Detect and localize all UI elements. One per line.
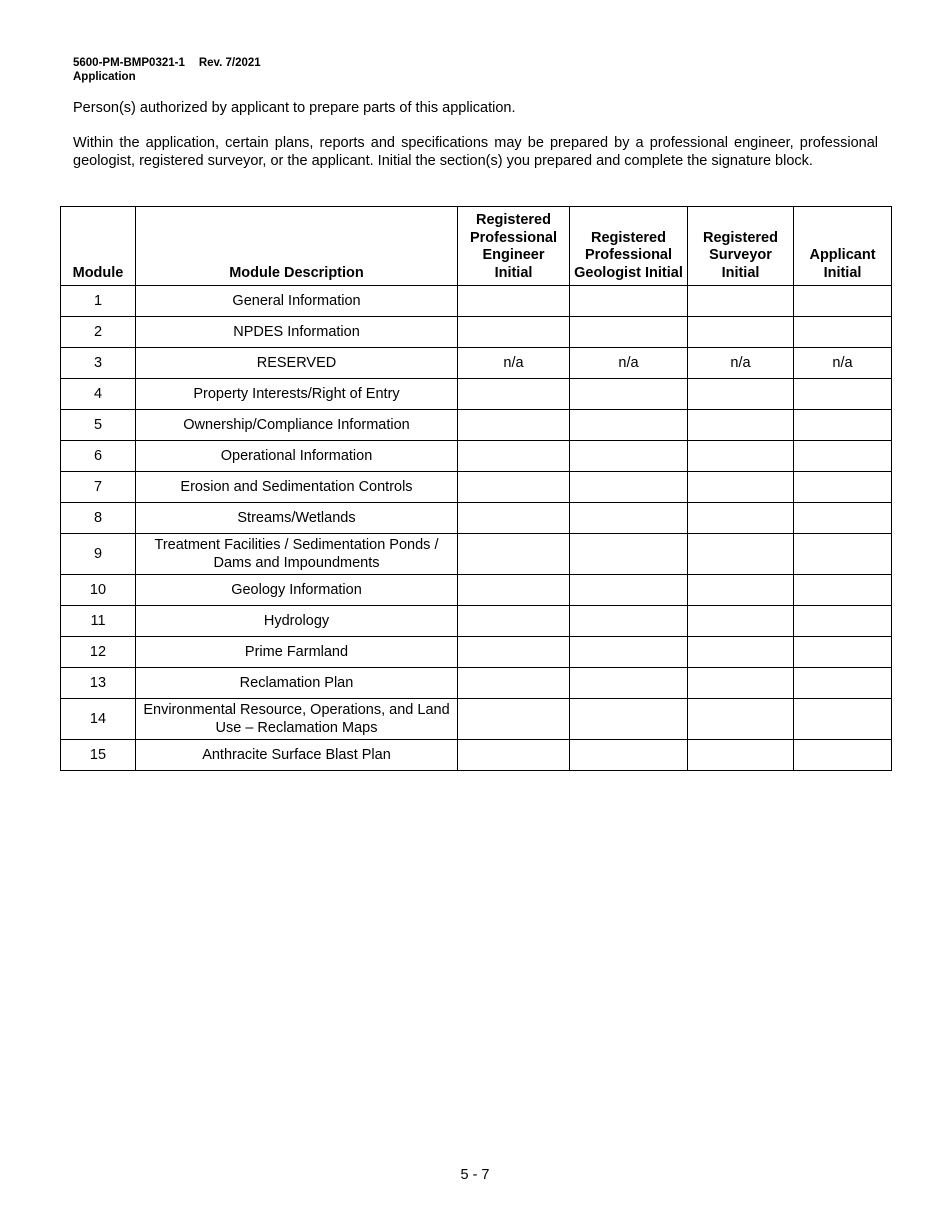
- header-surveyor-initial: Registered Surveyor Initial: [688, 207, 794, 286]
- form-header: [73, 56, 261, 84]
- cell-geologist-initial[interactable]: [570, 379, 688, 410]
- cell-engineer-initial[interactable]: [458, 503, 570, 534]
- cell-surveyor-initial[interactable]: [688, 637, 794, 668]
- cell-geologist-initial[interactable]: [570, 317, 688, 348]
- cell-surveyor-initial[interactable]: [688, 441, 794, 472]
- cell-surveyor-initial[interactable]: [688, 503, 794, 534]
- cell-geologist-initial[interactable]: [570, 441, 688, 472]
- header-module-description: Module Description: [136, 207, 458, 286]
- cell-module-description: Ownership/Compliance Information: [136, 410, 458, 441]
- cell-engineer-initial[interactable]: [458, 410, 570, 441]
- cell-applicant-initial[interactable]: [794, 379, 892, 410]
- cell-engineer-initial[interactable]: [458, 575, 570, 606]
- form-subtitle: Application: [73, 71, 136, 83]
- cell-module-description: Geology Information: [136, 575, 458, 606]
- cell-engineer-initial[interactable]: [458, 534, 570, 575]
- cell-module-number: 9: [61, 534, 136, 575]
- cell-applicant-initial[interactable]: [794, 606, 892, 637]
- cell-module-number: 10: [61, 575, 136, 606]
- cell-engineer-initial[interactable]: [458, 286, 570, 317]
- table-row: [61, 348, 892, 379]
- header-engineer-initial: Registered Professional Engineer Initial: [458, 207, 570, 286]
- cell-geologist-initial[interactable]: [570, 637, 688, 668]
- table-row: [61, 575, 892, 606]
- cell-module-number: 12: [61, 637, 136, 668]
- cell-surveyor-initial[interactable]: [688, 317, 794, 348]
- table-header-row: [61, 207, 892, 286]
- cell-surveyor-initial[interactable]: [688, 668, 794, 699]
- cell-module-description: NPDES Information: [136, 317, 458, 348]
- intro-instructions: Within the application, certain plans, reports and specifications may be prepared by a professional engineer, professional geologist, registered surveyor, or the applicant. Initial the section(s) you prepared and complete the signature block.: [73, 135, 878, 169]
- cell-surveyor-initial[interactable]: [688, 286, 794, 317]
- cell-engineer-initial[interactable]: [458, 379, 570, 410]
- table-row: [61, 740, 892, 771]
- cell-module-number: 13: [61, 668, 136, 699]
- cell-module-description: Hydrology: [136, 606, 458, 637]
- cell-module-description: Treatment Facilities / Sedimentation Ponds / Dams and Impoundments: [136, 534, 458, 575]
- cell-module-description: Operational Information: [136, 441, 458, 472]
- cell-geologist-initial[interactable]: [570, 534, 688, 575]
- cell-geologist-initial[interactable]: [570, 472, 688, 503]
- cell-geologist-initial[interactable]: [570, 575, 688, 606]
- cell-applicant-initial[interactable]: [794, 410, 892, 441]
- cell-applicant-initial: n/a: [794, 348, 892, 379]
- cell-applicant-initial[interactable]: [794, 441, 892, 472]
- cell-module-number: 11: [61, 606, 136, 637]
- cell-engineer-initial[interactable]: [458, 740, 570, 771]
- cell-engineer-initial: n/a: [458, 348, 570, 379]
- cell-engineer-initial[interactable]: [458, 472, 570, 503]
- cell-module-number: 7: [61, 472, 136, 503]
- cell-geologist-initial[interactable]: [570, 286, 688, 317]
- cell-module-description: RESERVED: [136, 348, 458, 379]
- cell-module-description: Reclamation Plan: [136, 668, 458, 699]
- form-id-line: [73, 56, 261, 70]
- cell-module-description: Environmental Resource, Operations, and Land Use – Reclamation Maps: [136, 699, 458, 740]
- table-row: [61, 286, 892, 317]
- cell-applicant-initial[interactable]: [794, 575, 892, 606]
- cell-surveyor-initial[interactable]: [688, 699, 794, 740]
- cell-geologist-initial[interactable]: [570, 503, 688, 534]
- cell-applicant-initial[interactable]: [794, 637, 892, 668]
- table-row: [61, 699, 892, 740]
- table-row: [61, 472, 892, 503]
- form-number: 5600-PM-BMP0321-1: [73, 57, 185, 69]
- cell-applicant-initial[interactable]: [794, 740, 892, 771]
- cell-geologist-initial: n/a: [570, 348, 688, 379]
- cell-engineer-initial[interactable]: [458, 317, 570, 348]
- table-row: [61, 441, 892, 472]
- header-module: Module: [61, 207, 136, 286]
- cell-module-description: General Information: [136, 286, 458, 317]
- cell-module-number: 1: [61, 286, 136, 317]
- cell-applicant-initial[interactable]: [794, 699, 892, 740]
- page-number: 5 - 7: [460, 1167, 490, 1183]
- cell-module-number: 15: [61, 740, 136, 771]
- cell-module-number: 2: [61, 317, 136, 348]
- cell-applicant-initial[interactable]: [794, 286, 892, 317]
- cell-module-number: 5: [61, 410, 136, 441]
- cell-engineer-initial[interactable]: [458, 668, 570, 699]
- table-row: [61, 379, 892, 410]
- cell-surveyor-initial: n/a: [688, 348, 794, 379]
- cell-engineer-initial[interactable]: [458, 637, 570, 668]
- form-revision: Rev. 7/2021: [198, 57, 261, 69]
- cell-surveyor-initial[interactable]: [688, 606, 794, 637]
- cell-module-number: 6: [61, 441, 136, 472]
- table-row: [61, 534, 892, 575]
- cell-surveyor-initial[interactable]: [688, 575, 794, 606]
- cell-surveyor-initial[interactable]: [688, 379, 794, 410]
- header-applicant-initial: Applicant Initial: [794, 207, 892, 286]
- table-row: [61, 606, 892, 637]
- table-row: [61, 503, 892, 534]
- cell-applicant-initial[interactable]: [794, 503, 892, 534]
- cell-module-description: Erosion and Sedimentation Controls: [136, 472, 458, 503]
- cell-module-description: Streams/Wetlands: [136, 503, 458, 534]
- cell-applicant-initial[interactable]: [794, 668, 892, 699]
- table-row: [61, 317, 892, 348]
- cell-module-number: 3: [61, 348, 136, 379]
- header-geologist-initial: Registered Professional Geologist Initial: [570, 207, 688, 286]
- cell-surveyor-initial[interactable]: [688, 740, 794, 771]
- cell-module-description: Anthracite Surface Blast Plan: [136, 740, 458, 771]
- cell-module-description: Property Interests/Right of Entry: [136, 379, 458, 410]
- module-initials-table: [60, 206, 892, 771]
- cell-surveyor-initial[interactable]: [688, 472, 794, 503]
- cell-geologist-initial[interactable]: [570, 668, 688, 699]
- cell-geologist-initial[interactable]: [570, 740, 688, 771]
- cell-geologist-initial[interactable]: [570, 606, 688, 637]
- cell-applicant-initial[interactable]: [794, 317, 892, 348]
- cell-surveyor-initial[interactable]: [688, 410, 794, 441]
- cell-surveyor-initial[interactable]: [688, 534, 794, 575]
- cell-geologist-initial[interactable]: [570, 410, 688, 441]
- table-row: [61, 410, 892, 441]
- cell-engineer-initial[interactable]: [458, 699, 570, 740]
- cell-module-number: 8: [61, 503, 136, 534]
- table-row: [61, 668, 892, 699]
- table-row: [61, 637, 892, 668]
- cell-applicant-initial[interactable]: [794, 472, 892, 503]
- intro-authorized-persons: Person(s) authorized by applicant to prepare parts of this application.: [73, 100, 516, 116]
- cell-engineer-initial[interactable]: [458, 441, 570, 472]
- cell-module-number: 14: [61, 699, 136, 740]
- cell-module-description: Prime Farmland: [136, 637, 458, 668]
- cell-geologist-initial[interactable]: [570, 699, 688, 740]
- cell-module-number: 4: [61, 379, 136, 410]
- cell-engineer-initial[interactable]: [458, 606, 570, 637]
- cell-applicant-initial[interactable]: [794, 534, 892, 575]
